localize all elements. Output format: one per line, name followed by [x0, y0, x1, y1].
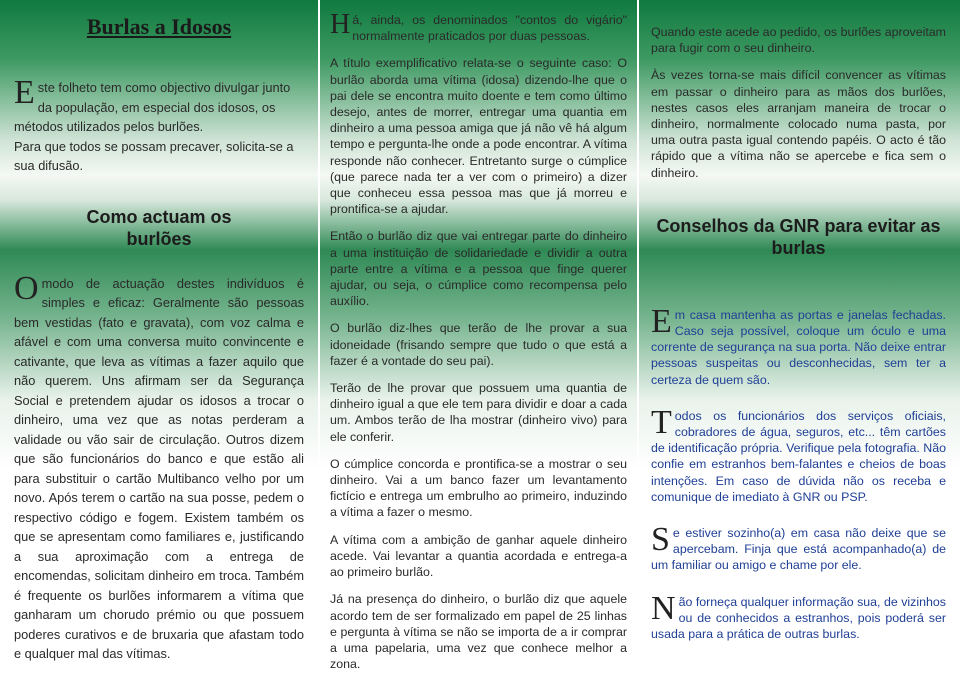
tip-3-text: e estiver sozinho(a) em casa não deixe que se apercebam. Finja que está acompanhado(a) de um familiar ou amigo e chame por ele. — [651, 526, 946, 573]
intro-text-2: Para que todos se possam precaver, solicita-se a sua difusão. — [14, 138, 294, 173]
victim-text: A vítima com a ambição de ganhar aquele dinheiro acede. Vai levantar a quantia acordada e entrega-a ao primeiro burlão. — [330, 532, 627, 580]
gnr-advice-heading: Conselhos da GNR para evitar as burlas — [656, 215, 941, 258]
prove-text: Terão de lhe provar que possuem uma quantia de dinheiro igual a que ele tem para dividir e doar a cada um. Ambos terão de lha mostrar (dinheiro vivo) para ele conferir. — [330, 381, 627, 444]
paper-text: Já na presença do dinheiro, o burlão diz que aquele acordo tem de ser formalizado em papel de 25 linhas e pergunta à vítima se não se importa de a ir comprar a uma papelaria, uma vez que conhece melhor a zona. — [330, 592, 627, 672]
panel-left — [0, 0, 318, 662]
accomplice-text: O cúmplice concorda e prontifica-se a mostrar o seu dinheiro. Vai a um banco fazer um levantamento fictício e entrega um embrulho ao primeiro, induzindo a vítima a fazer o mesmo. — [330, 456, 627, 520]
tip-4 — [651, 589, 946, 643]
vigario-text: á, ainda, os denominados "contos do vigário" normalmente praticados por duas pessoas. — [352, 13, 627, 44]
then-text: Então o burlão diz que vai entregar parte do dinheiro a uma instituição de solidariedade e dividir a outra parte entre a vítima e a pessoa que finge querer ajudar, ou seja, o cúmplice como recompensa pelo auxílio. — [330, 229, 627, 309]
tip-2 — [651, 403, 946, 505]
panel-right — [639, 0, 960, 662]
panel-middle — [320, 0, 637, 672]
tip-2-text: odos os funcionários dos serviços oficiais, cobradores de água, seguros, etc... têm cartões de identificação própria. Verifique pela fotografia. Não confie em estranhos bem-falantes e cheios de boas intenções. Em caso de dúvida não os receba e comunique de imediato à GNR ou PSP. — [651, 408, 946, 504]
escape-text: Quando este acede ao pedido, os burlões aproveitam para fugir com o seu dinheiro. — [651, 25, 946, 56]
case-text: A título exemplificativo relata-se o seguinte caso: O burlão aborda uma vítima (idosa) dizendo-lhe que o pai dele se encontra muito doente e tem como último desejo, antes de morrer, entregar uma quantia em dinheiro a uma pessoa amiga que já não vê há algum tempo e pergunta-lhe onde a pode encontrar. A vítima responde não conhecer. Entretanto surge o cúmplice (que parece nada ter a ver com o primeiro) a dizer que conheceu essa pessoa mas que já morreu e prontifica-se a ajudar. — [330, 56, 627, 217]
dropcap-o: O — [14, 269, 39, 307]
dropcap-e: E — [14, 74, 35, 111]
tip-1 — [651, 302, 946, 388]
dropcap-s: S — [651, 521, 670, 559]
dropcap-n: N — [651, 589, 676, 627]
idoneidade-text: O burlão diz-lhes que terão de lhe provar a sua idoneidade (frisando sempre que tudo o que está a fazer é a vontade do seu pai). — [330, 321, 627, 368]
body-section — [14, 269, 304, 664]
body-text: modo de actuação destes indivíduos é simples e eficaz: Geralmente são pessoas bem vestidas (fato e gravata), com voz calma e afável e com uma conversa muito convincente e cativante, que leva as vítimas a fazer aquilo que não querem. Uns afirmam ser da Segurança Social e pretendem ajudar os idosos a trocar o dinheiro, uma vez que as notas perderam a validade ou vão sair de circulação. Outros dizem que são funcionários do banco e que estão ali para substituir o cartão Multibanco velho por um novo. Após terem o cartão na sua posse, pedem o respectivo código e fogem. Existem também os que se apresentam como familiares e, justificando a sua aproximação com a entrega de encomendas, solicitam dinheiro em troca. Também é frequente os burlões informarem a vítima que ganharam um chorudo prémio ou que possuem poderes curativos e de bruxaria que afastam todo e qualquer mal das vítimas. — [14, 275, 304, 661]
swap-text: Às vezes torna-se mais difícil convencer as vítimas em passar o dinheiro para as mãos dos burlões, nestes casos eles arranjam maneira de trocar o dinheiro, normalmente colocado numa pasta, por uma outra pasta igual contendo papéis. O acto é tão rápido que a vítima não se apercebe e fica sem o dinheiro. — [651, 68, 946, 180]
p2-intro — [330, 9, 627, 44]
tip-4-text: ão forneça qualquer informação sua, de vizinhos ou de conhecidos a estranhos, pois poderá ser usada para a prática de outras burlas. — [651, 594, 946, 642]
tip-3 — [651, 521, 946, 574]
how-they-act-heading: Como actuam os burlões — [86, 206, 232, 249]
dropcap-t: T — [651, 403, 672, 441]
dropcap-e2: E — [651, 302, 672, 340]
tip-1-text: m casa mantenha as portas e janelas fechadas. Caso seja possível, coloque um óculo e uma corrente de segurança na sua porta. Não deixe entrar pessoas suspeitas ou desconhecidas, sem ter a certeza de quem são. — [651, 307, 946, 387]
intro-section — [14, 74, 304, 176]
intro-text: ste folheto tem como objectivo divulgar junto da população, em especial dos idosos, os métodos utilizados pelos burlões. — [14, 80, 291, 134]
leaflet-title: Burlas a Idosos — [86, 14, 232, 39]
dropcap-h: H — [330, 9, 351, 40]
